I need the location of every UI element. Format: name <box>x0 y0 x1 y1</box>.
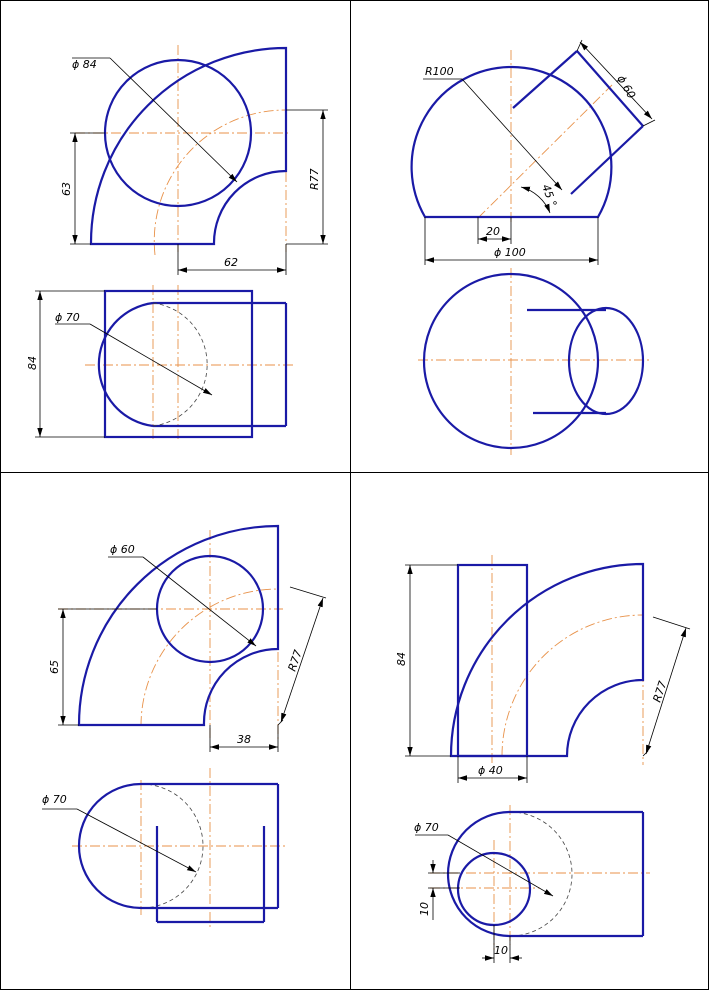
width-label: 38 <box>237 733 251 746</box>
offset-label: 20 <box>486 225 500 238</box>
panel-bottom-left <box>42 526 326 930</box>
width-label: 62 <box>224 256 238 269</box>
diameter-label: ϕ 70 <box>42 793 67 806</box>
height-label: 63 <box>60 182 73 196</box>
elbow-front-view <box>430 805 650 950</box>
panel-bottom-right <box>395 555 690 963</box>
dimension-annotations <box>60 58 328 275</box>
elbow-top-view <box>451 555 643 765</box>
elbow-front-view <box>72 768 285 930</box>
offset-horizontal-label: 10 <box>494 944 508 957</box>
dimension-annotations <box>395 565 690 783</box>
panel-top-right <box>412 40 655 455</box>
elbow-top-view <box>58 526 283 740</box>
dimension-annotations <box>42 793 196 872</box>
dimension-annotations <box>423 40 655 265</box>
radius-label: R77 <box>285 648 305 673</box>
diameter-label: ϕ 70 <box>55 311 80 324</box>
dimension-annotations <box>414 821 553 963</box>
dimension-annotations <box>26 291 212 437</box>
panel-top-left <box>26 45 328 440</box>
elbow-top-view <box>75 45 290 255</box>
radius-label: R77 <box>308 168 321 190</box>
offset-vertical-label: 10 <box>418 902 431 916</box>
height-label: 65 <box>48 660 61 674</box>
height-label: 84 <box>395 652 408 666</box>
elbow-front-view <box>418 268 650 455</box>
radius-label: R100 <box>425 65 454 78</box>
diameter-label: ϕ 84 <box>72 58 97 71</box>
diameter-large-label: ϕ 100 <box>494 246 526 259</box>
diameter-label: ϕ 70 <box>414 821 439 834</box>
diameter-small-label: ϕ 60 <box>614 73 639 101</box>
dimension-annotations <box>48 543 326 752</box>
diameter-label: ϕ 60 <box>110 543 135 556</box>
angle-label: 45 ° <box>539 182 560 209</box>
width-label: ϕ 40 <box>478 764 503 777</box>
elbow-front-view <box>85 285 295 440</box>
height-label: 84 <box>26 356 39 370</box>
radius-label: R77 <box>650 679 670 704</box>
